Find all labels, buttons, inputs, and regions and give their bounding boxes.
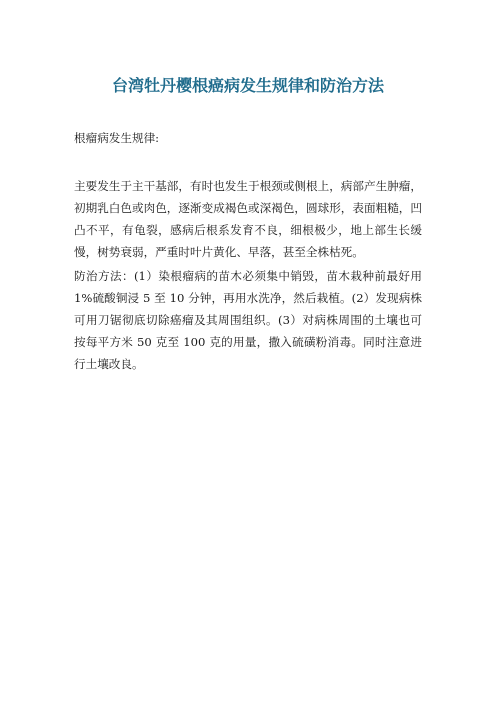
section-heading: 根瘤病发生规律: [74, 131, 160, 145]
paragraph-occurrence-pattern: 主要发生于主干基部，有时也发生于根颈或侧根上，病部产生肿瘤，初期乳白色或肉色，逐渐变成褐色或深褐色，圆球形，表面粗糙，凹凸不平，有龟裂，感病后根系发育不良，细根极少，地上部生长缓慢，树势衰弱，严重时叶片黄化、早落，甚至全株枯死。 [74, 179, 422, 259]
document-title: 台湾牡丹樱根癌病发生规律和防治方法 [111, 76, 384, 95]
paragraph-control-methods: 防治方法：(1）染根瘤病的苗木必须集中销毁，苗木栽种前最好用 1%硫酸铜浸 5 至 10 分钟，再用水洗净，然后栽植。(2）发现病株可用刀锯彻底切除癌瘤及其周围组织。(3）对病株周围的土壤也可按每平方米 50 克至 100 克的用量，撒入硫磺粉消毒。同时注意进行土壤改良。 [74, 269, 422, 371]
